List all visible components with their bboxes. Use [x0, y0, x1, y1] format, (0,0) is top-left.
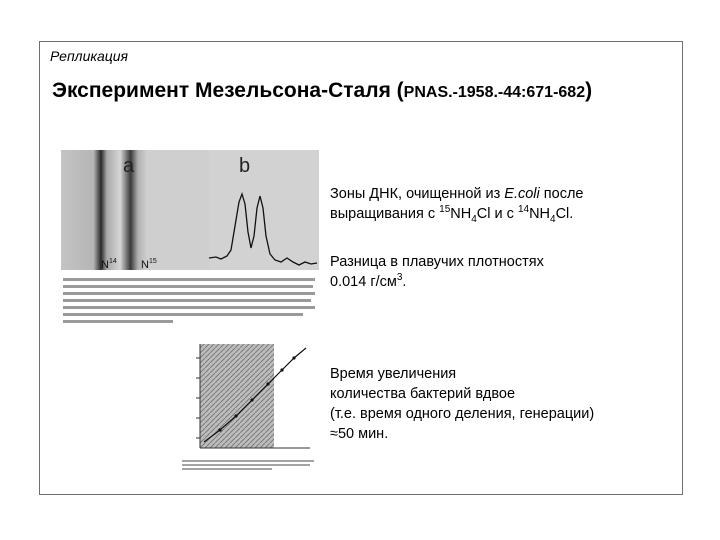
figure-a-caption	[61, 274, 319, 328]
species-name: E.coli	[504, 186, 540, 202]
title-main: Эксперимент Мезельсона-Сталя (	[52, 79, 404, 102]
caption-text-image	[61, 274, 319, 328]
panel-b-label: b	[239, 155, 251, 177]
title-reference: PNAS.-1958.-44:671-682	[403, 84, 586, 101]
growth-curve-image	[180, 338, 316, 458]
bands-line-1: Зоны ДНК, очищенной из E.coli после	[330, 186, 584, 202]
caption-text-image	[180, 458, 316, 472]
density-difference	[330, 252, 670, 292]
bands-description	[330, 184, 670, 224]
doubling-line-1: Время увеличения	[330, 366, 457, 382]
density-line-1: Разница в плавучих плотностях	[330, 254, 544, 270]
density-gradient-image	[61, 150, 319, 270]
n14-label: $N^{14}$	[101, 258, 117, 270]
density-line-2: 0.014 $г/см^3$.	[330, 272, 407, 290]
section-label: Репликация	[50, 48, 129, 64]
panel-a-label: a	[123, 155, 135, 177]
doubling-line-2: количества бактерий вдвое	[330, 386, 516, 402]
n15-label: $N^{15}$	[141, 258, 157, 270]
growth-curve-figure	[180, 338, 316, 458]
doubling-line-4: ≈50 мин.	[330, 426, 389, 442]
title-close: )	[585, 79, 593, 102]
doubling-time	[330, 364, 670, 444]
dna-band-photo	[61, 150, 209, 270]
hatched-grid	[200, 344, 274, 448]
bands-line-2: выращивания с $^{15}NH_4Cl$ и с $^{14}NH_4Cl$.	[330, 204, 574, 225]
slide-title	[52, 79, 592, 103]
doubling-line-3: (т.е. время одного деления, генерации)	[330, 406, 595, 422]
trace-panel	[209, 150, 319, 270]
figure-c-caption	[180, 458, 316, 472]
density-gradient-figure	[61, 150, 319, 270]
